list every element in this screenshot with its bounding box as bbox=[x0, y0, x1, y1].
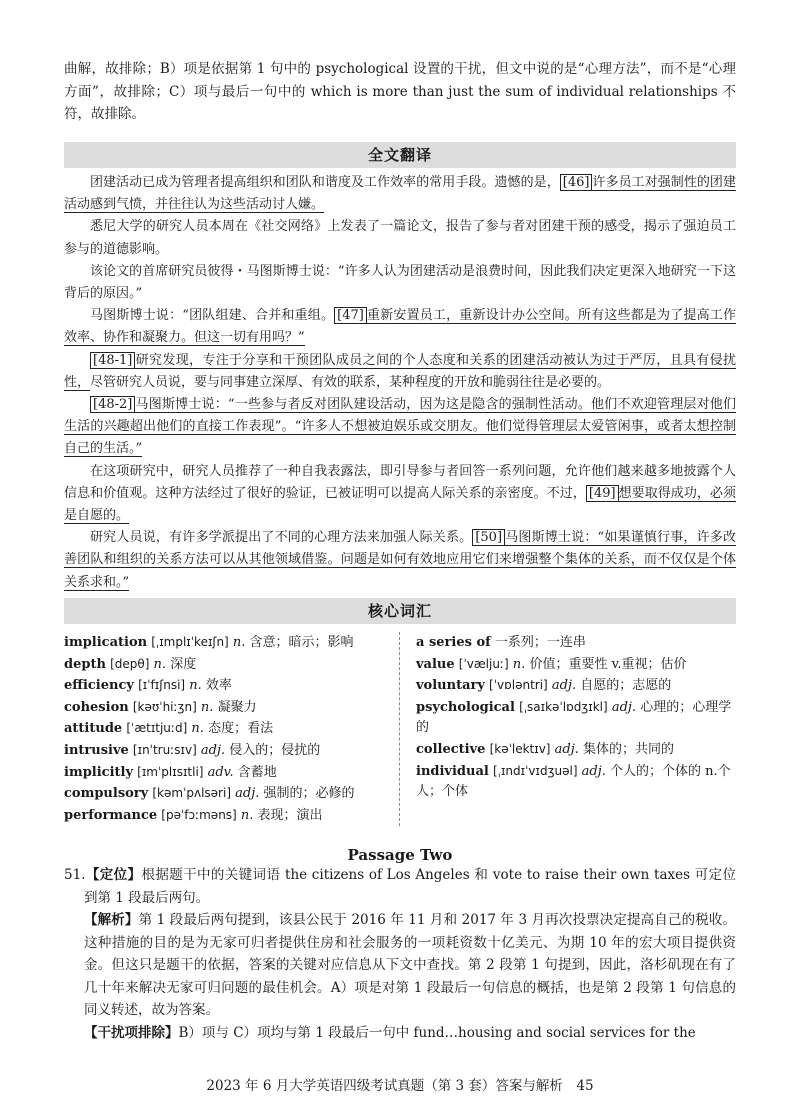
vocab-word: individual bbox=[416, 763, 489, 779]
vocab-entry bbox=[64, 762, 387, 784]
vocab-pos: adj. bbox=[551, 678, 577, 694]
underlined-text: 研究发现，专注于分享和干预团队成员之间的个人态度和关系的团建活动被认为过于严厉，且具有侵扰性， bbox=[64, 352, 736, 390]
translation-paragraph-4 bbox=[64, 305, 736, 349]
vocab-entry bbox=[64, 805, 387, 827]
vocab-pos: n. bbox=[232, 635, 246, 650]
vocab-definition: 个人的；个体的 n.个人；个体 bbox=[416, 763, 731, 800]
vocab-phonetic: [ɪˈfɪʃnsi] bbox=[138, 678, 186, 693]
vocab-word: psychological bbox=[416, 699, 515, 715]
underlined-text: 马图斯博士说：“一些参与者反对团队建设活动，因为这是隐含的强制性活动。他们不欢迎管理层对他们生活的兴趣超出他们的直接工作表现”。“许多人不想被迫娱乐或交朋友。他们觉得管理层太爱管闲事，或者太想控制自己的生活。” bbox=[64, 397, 736, 457]
vocab-entry bbox=[416, 654, 736, 676]
vocab-phonetic: [ɪmˈplɪsɪtli] bbox=[137, 764, 204, 779]
vocab-entry bbox=[416, 739, 736, 761]
plain-text: 研究人员说，有许多学派提出了不同的心理方法来加强人际关系。 bbox=[90, 530, 473, 546]
question-51-distractor bbox=[64, 1022, 736, 1045]
vocab-entry bbox=[64, 654, 387, 676]
vocab-word: implicitly bbox=[64, 764, 134, 780]
vocab-header: 核心词汇 bbox=[64, 598, 736, 624]
vocab-phonetic: [ˈvɒləntri] bbox=[489, 678, 548, 693]
top-paragraph: 曲解，故排除；B）项是依据第 1 句中的 psychological 设置的干扰，但文中说的是“心理方法”，而不是“心理方面”，故排除；C）项与最后一句中的 which is more than just the sum of individual relationships 不符，故排除。 bbox=[64, 61, 736, 122]
translation-paragraph-6 bbox=[64, 394, 736, 461]
vocab-pos: adj. bbox=[200, 742, 226, 758]
question-marker-46: [46] bbox=[560, 174, 593, 191]
passage-two-section bbox=[64, 846, 736, 1044]
question-marker-49: [49] bbox=[586, 485, 619, 502]
vocab-entry bbox=[416, 675, 736, 697]
analysis-tag: 【解析】 bbox=[84, 912, 139, 928]
vocab-phonetic: [kəˈlektɪv] bbox=[489, 741, 551, 756]
translation-paragraph-8 bbox=[64, 527, 736, 594]
question-marker-48-2: [48-2] bbox=[90, 396, 135, 413]
distractor-tag: 【干扰项排除】 bbox=[84, 1024, 179, 1041]
vocab-definition: 心理的；心理学的 bbox=[416, 699, 732, 736]
question-marker-48-1: [48-1] bbox=[90, 352, 135, 369]
translation-paragraph-5 bbox=[64, 350, 736, 394]
vocab-column-left bbox=[64, 632, 400, 826]
vocab-definition: 含蓄地 bbox=[237, 764, 277, 780]
vocab-word: a series of bbox=[416, 635, 491, 650]
vocab-definition: 自愿的；志愿的 bbox=[580, 678, 672, 694]
question-51-locate bbox=[64, 864, 736, 909]
translation-paragraph-2: 悉尼大学的研究人员本周在《社交网络》上发表了一篇论文，报告了参与者对团建干预的感受，揭示了强迫员工参与的道德影响。 bbox=[64, 219, 736, 257]
vocab-pos: n. bbox=[200, 699, 214, 715]
vocab-entry bbox=[64, 783, 387, 805]
page-footer: 2023 年 6 月大学英语四级考试真题（第 3 套）答案与解析 45 bbox=[206, 1078, 594, 1094]
passage-title: Passage Two bbox=[347, 846, 453, 864]
vocab-definition: 一系列；一连串 bbox=[494, 635, 586, 650]
locate-text: 根据题干中的关键词语 the citizens of Los Angeles 和 vote to raise their own taxes 可定位到第 1 段最后两句。 bbox=[84, 867, 736, 906]
vocab-entry bbox=[64, 632, 387, 654]
vocab-pos: adj. bbox=[235, 786, 260, 802]
vocab-table bbox=[64, 632, 736, 826]
vocab-definition: 价值；重要性 v.重视；估价 bbox=[529, 656, 687, 672]
vocab-word: intrusive bbox=[64, 742, 129, 758]
vocab-entry bbox=[64, 718, 387, 740]
vocab-entry bbox=[416, 632, 736, 654]
vocab-pos: adj. bbox=[581, 763, 606, 779]
vocab-entry bbox=[64, 697, 387, 719]
locate-tag: 【定位】 bbox=[85, 867, 142, 883]
vocab-phonetic: [ɪnˈtruːsɪv] bbox=[132, 742, 197, 757]
vocab-word: value bbox=[416, 656, 455, 672]
question-marker-47: [47] bbox=[334, 307, 367, 324]
vocab-word: cohesion bbox=[64, 699, 129, 715]
translation-paragraph-3: 该论文的首席研究员彼得・马图斯博士说：“许多人认为团建活动是浪费时间，因此我们决定更深入地研究一下这背后的原因。” bbox=[64, 263, 736, 302]
question-marker-50: [50] bbox=[472, 529, 505, 546]
vocab-phonetic: [pəˈfɔːməns] bbox=[161, 807, 237, 822]
vocab-word: voluntary bbox=[416, 678, 485, 694]
vocab-definition: 强制的；必修的 bbox=[263, 786, 355, 802]
underlined-text: 想要取得成功，必须是自愿的。 bbox=[64, 485, 736, 524]
underlined-text: 许多员工对强制性的团建活动感到气愤，并往往认为这些活动讨人嫌。 bbox=[64, 175, 736, 213]
vocab-definition: 态度；看法 bbox=[208, 721, 274, 737]
vocab-column-right bbox=[400, 632, 736, 826]
vocab-entry bbox=[64, 740, 387, 762]
vocab-word: collective bbox=[416, 741, 486, 757]
vocab-phonetic: [ˈvæljuː] bbox=[458, 656, 509, 671]
vocab-word: efficiency bbox=[64, 678, 134, 694]
vocab-definition: 侵入的；侵扰的 bbox=[229, 742, 321, 758]
vocab-entry bbox=[416, 761, 736, 803]
vocab-pos: n. bbox=[512, 656, 526, 672]
translation-paragraph-7 bbox=[64, 461, 736, 528]
plain-text: 尽管研究人员说，要与同事建立深厚、有效的联系，某种程度的开放和脆弱往往是必要的。 bbox=[90, 374, 611, 390]
top-paragraph-block bbox=[64, 58, 736, 126]
vocab-phonetic: [ˈætɪtjuːd] bbox=[126, 721, 188, 736]
translation-header: 全文翻译 bbox=[64, 142, 736, 168]
vocab-definition: 表现；演出 bbox=[257, 807, 323, 823]
plain-text: 马图斯博士说：“团队组建、合并和重组。 bbox=[90, 308, 335, 324]
vocab-definition: 效率 bbox=[205, 678, 232, 694]
vocab-definition: 深度 bbox=[170, 656, 197, 672]
vocab-definition: 集体的；共同的 bbox=[583, 741, 675, 757]
vocab-pos: n. bbox=[240, 807, 254, 823]
vocab-definition: 含意；暗示；影响 bbox=[249, 635, 354, 650]
plain-text: 团建活动已成为管理者提高组织和团队和谐度及工作效率的常用手段。遗憾的是， bbox=[90, 175, 560, 190]
vocab-phonetic: [ˌsaɪkəˈlɒdʒɪkl] bbox=[519, 699, 608, 714]
vocab-word: performance bbox=[64, 807, 158, 823]
vocab-phonetic: [kəmˈpʌlsəri] bbox=[152, 786, 231, 801]
question-51-analysis bbox=[64, 909, 736, 1022]
vocab-word: implication bbox=[64, 635, 148, 650]
vocab-pos: adj. bbox=[554, 741, 579, 757]
vocab-phonetic: [depθ] bbox=[110, 656, 150, 671]
vocab-definition: 凝聚力 bbox=[217, 699, 257, 715]
vocab-word: compulsory bbox=[64, 786, 149, 802]
plain-text: 在这项研究中，研究人员推荐了一种自我表露法，即引导参与者回答一系列问题，允许他们越来越多地披露个人信息和价值观。这种方法经过了很好的验证，已被证明可以提高人际关系的亲密度。不过， bbox=[64, 463, 736, 501]
underlined-text: 重新安置员工，重新设计办公空间。所有这些都是为了提高工作效率、协作和凝聚力。但这一切有用吗？” bbox=[64, 308, 736, 346]
vocab-pos: n. bbox=[189, 678, 202, 694]
vocab-pos: adj. bbox=[611, 699, 637, 715]
translation-section bbox=[64, 172, 736, 594]
analysis-text: 第 1 段最后两句提到，该县公民于 2016 年 11 月和 2017 年 3 月再次投票决定提高自己的税收。这种措施的目的是为无家可归者提供住房和社会服务的一项耗资数十亿美元、为期 10 年的宏大项目提供资金。但这只是题干的依据，答案的关键对应信息从下文中查找。第 2 段第 1 句提到，因此，洛杉矶现在有了几十年来解决无家可归问题的最佳机会。A）项是对第 1 段最后一句信息的概括，也是第 2 段第 1 句信息的同义转述，故为答案。 bbox=[84, 912, 737, 1018]
vocab-phonetic: [ˌɪndɪˈvɪdʒuəl] bbox=[492, 763, 578, 778]
underlined-text: 马图斯博士说：“如果谨慎行事，许多改善团队和组织的关系方法可以从其他领域借鉴。问题是如何有效地应用它们来增强整个集体的关系，而不仅仅是个体关系求和。” bbox=[64, 530, 736, 590]
vocab-pos: n. bbox=[191, 721, 204, 737]
vocab-phonetic: [ˌɪmplɪˈkeɪʃn] bbox=[151, 635, 229, 649]
vocab-entry bbox=[416, 697, 736, 739]
vocab-pos: n. bbox=[153, 656, 167, 672]
distractor-text: B）项与 C）项均与第 1 段最后一句中 fund…housing and social services for the bbox=[178, 1024, 696, 1041]
vocab-word: depth bbox=[64, 656, 106, 672]
vocab-entry bbox=[64, 675, 387, 697]
vocab-phonetic: [kəʊˈhiːʒn] bbox=[132, 699, 197, 714]
vocab-pos: adv. bbox=[207, 764, 234, 780]
question-number: 51. bbox=[64, 867, 86, 883]
vocab-word: attitude bbox=[64, 721, 123, 737]
translation-paragraph-1 bbox=[64, 172, 736, 216]
